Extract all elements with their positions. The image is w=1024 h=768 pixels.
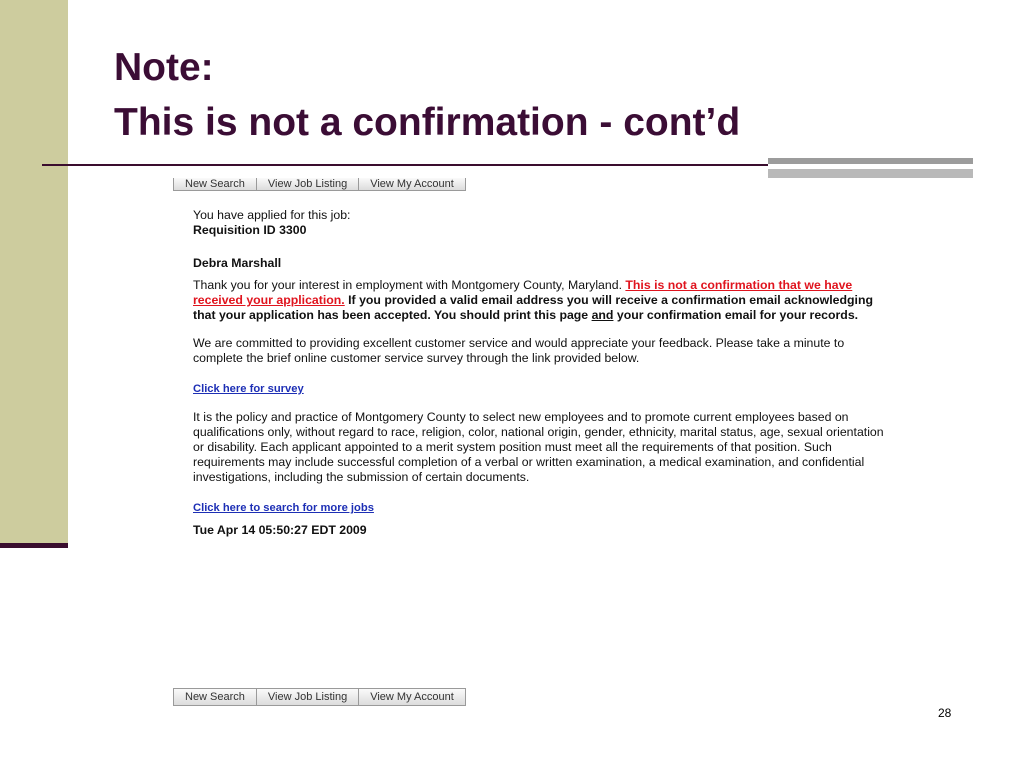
- slide-title: [114, 40, 740, 150]
- confirmation-content: [193, 208, 893, 538]
- applied-intro: You have applied for this job:: [193, 208, 351, 222]
- tab-view-job-listing[interactable]: View Job Listing: [257, 688, 359, 706]
- left-accent-bar: [0, 0, 68, 548]
- survey-link[interactable]: Click here for survey: [193, 383, 304, 395]
- thanks-paragraph: [193, 278, 893, 323]
- left-accent-rule: [0, 543, 68, 548]
- survey-paragraph: We are committed to providing excellent customer service and would appreciate your feedback. Please take a minute to complete the brief online customer service survey through the link provided below.: [193, 336, 845, 365]
- title-divider: [42, 164, 768, 166]
- tab-new-search[interactable]: New Search: [173, 688, 257, 706]
- decorative-bar-top: [768, 158, 973, 164]
- tab-view-job-listing[interactable]: View Job Listing: [257, 178, 359, 191]
- bottom-nav: [173, 688, 466, 706]
- policy-paragraph: It is the policy and practice of Montgomery County to select new employees and to promote current employees based on qualifications only, without regard to race, religion, color, national origin, gender, ethnicity, marital status, age, sexual orientation or disability. Each applicant appointed to a merit system position must meet all the requirements of that position. Such requirements may include successful completion of a verbal or written examination, a medical examination, and confidential investigations, including the submission of certain documents.: [193, 410, 884, 484]
- page-number: 28: [938, 706, 952, 720]
- not-confirmation-warning: This is not a confirmation that we have received your application.: [193, 278, 853, 307]
- email-text-1: If you provided a valid email address you will receive a confirmation email acknowledging that your application has been accepted. You should print this page: [193, 293, 873, 322]
- slide-title-line1: Note:: [114, 46, 214, 89]
- email-and: and: [591, 308, 614, 322]
- thanks-text: Thank you for your interest in employment with Montgomery County, Maryland.: [193, 278, 626, 292]
- tab-view-my-account[interactable]: View My Account: [359, 178, 466, 191]
- timestamp: Tue Apr 14 05:50:27 EDT 2009: [193, 523, 367, 537]
- search-jobs-link[interactable]: Click here to search for more jobs: [193, 502, 374, 514]
- tab-new-search[interactable]: New Search: [173, 178, 257, 191]
- requisition-id: Requisition ID 3300: [193, 223, 307, 237]
- tab-view-my-account[interactable]: View My Account: [359, 688, 466, 706]
- confirmation-page-screenshot: [171, 178, 905, 723]
- applicant-name: Debra Marshall: [193, 256, 282, 270]
- top-nav: [173, 178, 466, 191]
- email-text-2: your confirmation email for your records.: [613, 308, 859, 322]
- slide-title-line2: This is not a confirmation - cont’d: [114, 101, 741, 144]
- decorative-bar-bottom: [768, 169, 973, 178]
